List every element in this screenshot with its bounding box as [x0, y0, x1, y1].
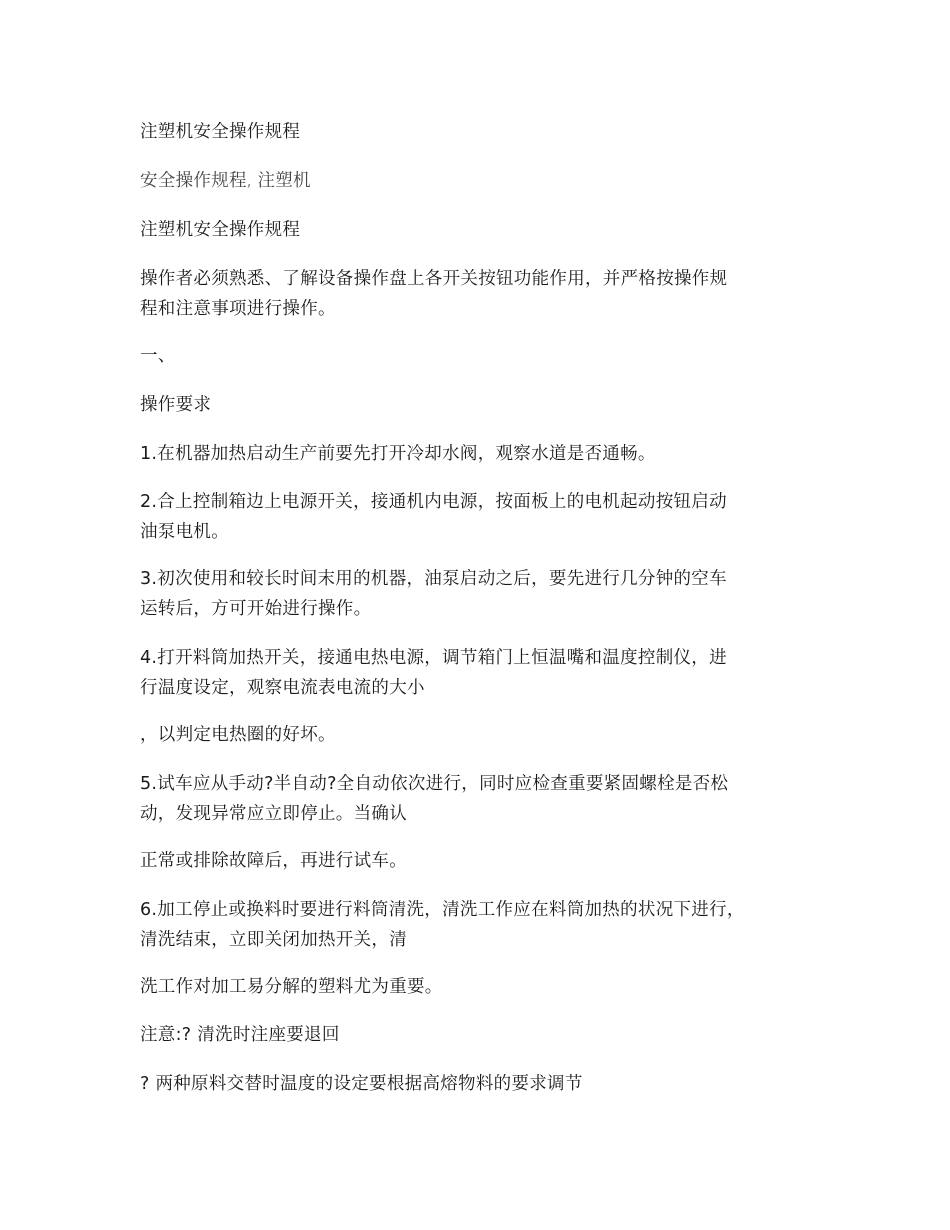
list-item-3: 3.初次使用和较长时间末用的机器，油泵启动之后，要先进行几分钟的空车	[140, 569, 727, 589]
tag-item[interactable]: 安全操作规程	[140, 171, 247, 191]
list-item-5: 5.试车应从手动?半自动?全自动依次进行，同时应检查重要紧固螺栓是否松	[140, 774, 729, 794]
tag-list	[140, 166, 311, 197]
list-item-4: 4.打开料筒加热开关，接通电热电源，调节箱门上恒温嘴和温度控制仪，进	[140, 648, 727, 668]
list-item-4-cont: 行温度设定，观察电流表电流的大小	[140, 678, 425, 698]
list-item-6-cont: 清洗结束，立即关闭加热开关，清	[140, 930, 407, 950]
list-item-2-cont: 油泵电机。	[140, 522, 229, 542]
list-item-6-tail: 洗工作对加工易分解的塑料尤为重要。	[140, 977, 443, 997]
list-item-4-tail: ，以判定电热圈的好坏。	[140, 725, 336, 745]
list-item-1: 1.在机器加热启动生产前要先打开冷却水阀，观察水道是否通畅。	[140, 444, 656, 464]
note-line: 注意:? 清洗时注座要退回	[140, 1025, 340, 1045]
tag-separator: ,	[246, 174, 252, 190]
list-item-5-tail: 正常或排除故障后，再进行试车。	[140, 851, 407, 871]
section-title: 操作要求	[140, 395, 212, 415]
document-heading: 注塑机安全操作规程	[140, 220, 301, 240]
list-item-3-cont: 运转后，方可开始进行操作。	[140, 599, 372, 619]
intro-line: 程和注意事项进行操作。	[140, 299, 336, 319]
list-item-6: 6.加工停止或换料时要进行料筒清洗，清洗工作应在料筒加热的状况下进行，	[140, 900, 745, 920]
tag-item[interactable]: 注塑机	[257, 171, 311, 191]
list-item-2: 2.合上控制箱边上电源开关，接通机内电源，按面板上的电机起动按钮启动	[140, 492, 727, 512]
intro-line: 操作者必须熟悉、了解设备操作盘上各开关按钮功能作用，并严格按操作规	[140, 269, 728, 289]
section-number: 一、	[140, 346, 176, 366]
list-item-5-cont: 动，发现异常应立即停止。当确认	[140, 804, 407, 824]
document-title: 注塑机安全操作规程	[140, 122, 301, 142]
note-line: ? 两种原料交替时温度的设定要根据高熔物料的要求调节	[140, 1074, 583, 1094]
